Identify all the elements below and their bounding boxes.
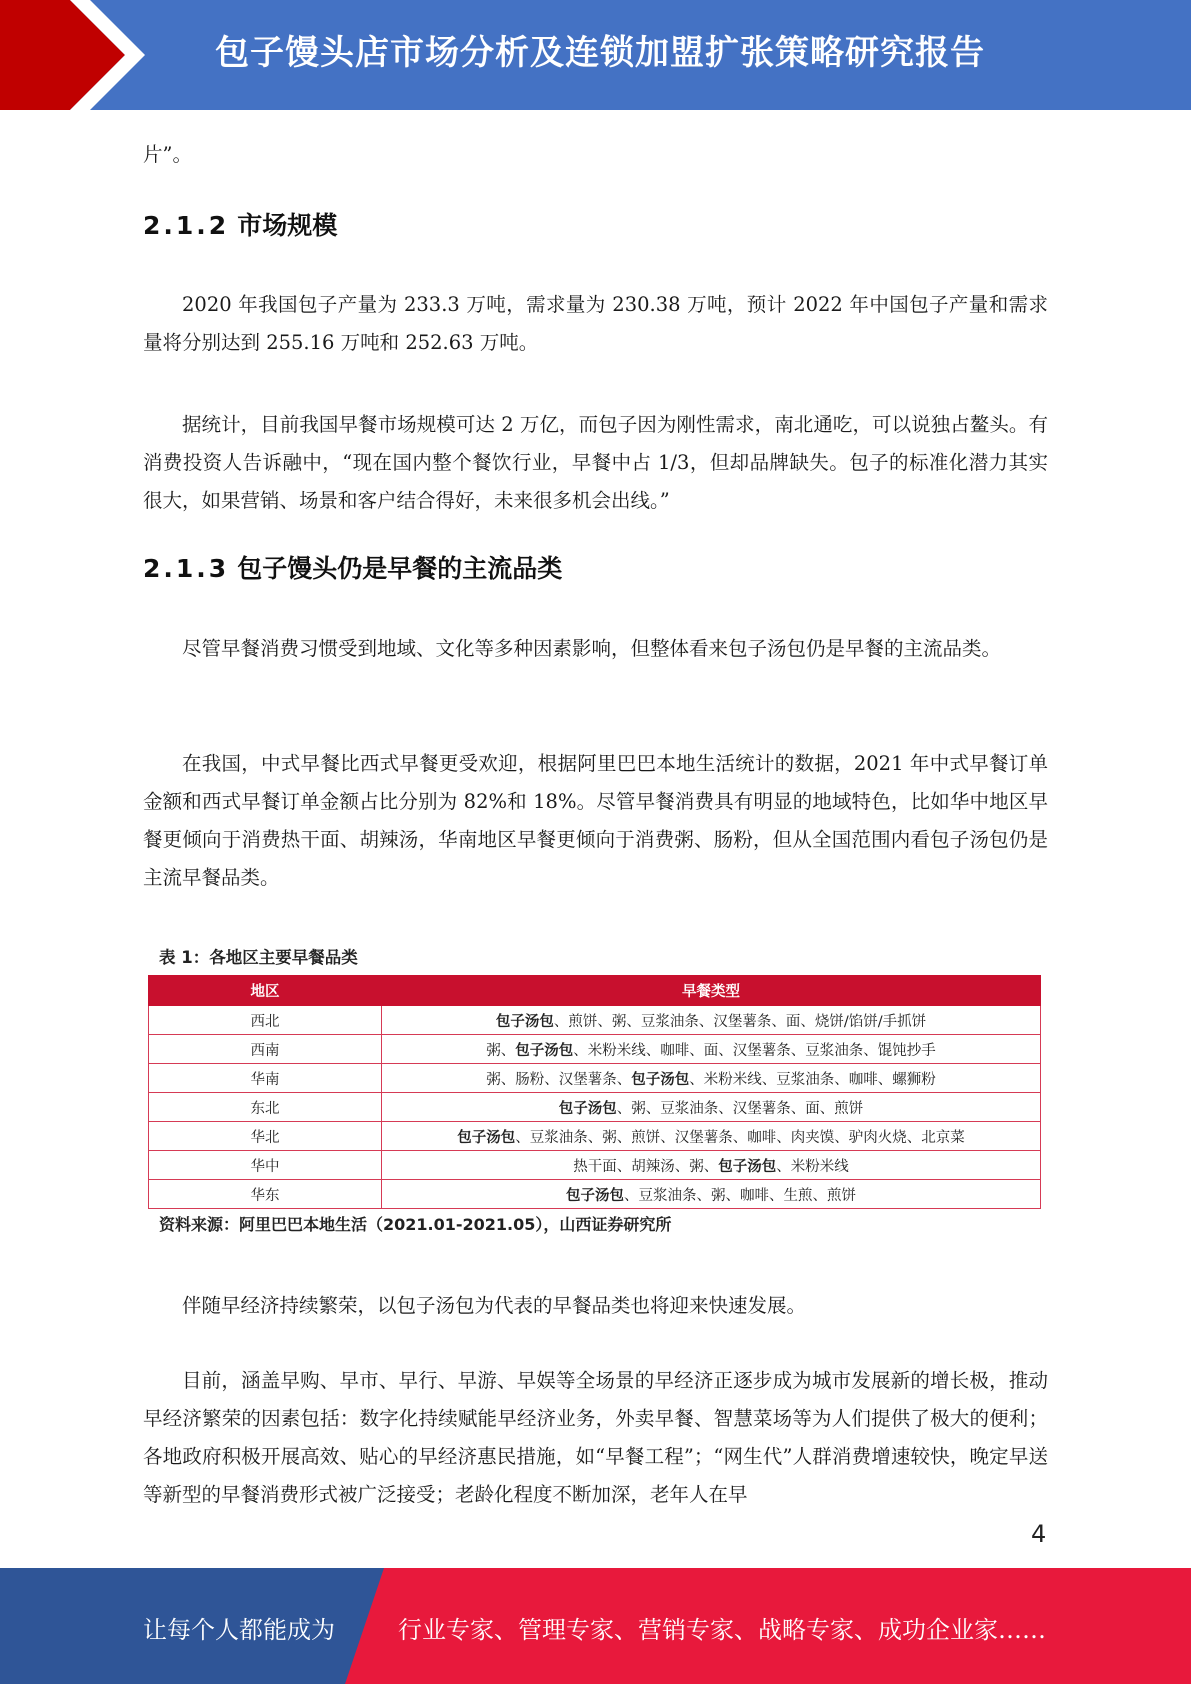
types-suffix: 、米粉米线、咖啡、面、汉堡薯条、豆浆油条、馄饨抄手: [573, 1042, 936, 1059]
breakfast-types-cell: [382, 1064, 1041, 1093]
breakfast-types-cell: [382, 1151, 1041, 1180]
footer-slogan-right: 行业专家、管理专家、营销专家、战略专家、成功企业家……: [398, 1616, 1046, 1644]
paragraph-morning-economy-factors: 目前，涵盖早购、早市、早行、早游、早娱等全场景的早经济正逐步成为城市发展新的增长极，推动早经济繁荣的因素包括：数字化持续赋能早经济业务，外卖早餐、智慧菜场等为人们提供了极大的便利；各地政府积极开展高效、贴心的早经济惠民措施，如“早餐工程”；“网生代”人群消费增速较快，晚定早送等新型的早餐消费形式被广泛接受；老龄化程度不断加深，老年人在早: [143, 1369, 1048, 1506]
section-title: 包子馒头仍是早餐的主流品类: [237, 554, 563, 583]
highlight-baozi: 包子汤包: [495, 1013, 554, 1030]
region-cell: 东北: [149, 1093, 382, 1122]
highlight-baozi: 包子汤包: [457, 1129, 516, 1146]
highlight-baozi: 包子汤包: [631, 1071, 690, 1088]
table-row: [149, 1064, 1041, 1093]
section-number: 2.1.2: [143, 211, 230, 240]
breakfast-types-cell: [382, 1006, 1041, 1035]
table-row: [149, 1006, 1041, 1035]
page-header: [0, 0, 1191, 110]
breakfast-types-cell: [382, 1180, 1041, 1209]
table-header-row: [149, 976, 1041, 1006]
types-suffix: 、煎饼、粥、豆浆油条、汉堡薯条、面、烧饼/馅饼/手抓饼: [553, 1013, 927, 1030]
types-suffix: 、粥、豆浆油条、汉堡薯条、面、煎饼: [616, 1100, 864, 1117]
types-suffix: 、豆浆油条、粥、煎饼、汉堡薯条、咖啡、肉夹馍、驴肉火烧、北京菜: [515, 1129, 965, 1146]
types-suffix: 、米粉米线、豆浆油条、咖啡、螺狮粉: [689, 1071, 936, 1088]
paragraph-morning-economy: 伴随早经济持续繁荣，以包子汤包为代表的早餐品类也将迎来快速发展。: [182, 1294, 807, 1317]
highlight-baozi: 包子汤包: [515, 1042, 574, 1059]
region-cell: 华东: [149, 1180, 382, 1209]
types-prefix: 粥、肠粉、汉堡薯条、: [486, 1071, 632, 1088]
table-row: [149, 1180, 1041, 1209]
region-cell: 西南: [149, 1035, 382, 1064]
highlight-baozi: 包子汤包: [566, 1187, 624, 1204]
types-suffix: 、豆浆油条、粥、咖啡、生煎、煎饼: [624, 1187, 856, 1204]
paragraph-market-size: 2020 年我国包子产量为 233.3 万吨，需求量为 230.38 万吨，预计 2022 年中国包子产量和需求量将分别达到 255.16 万吨和 252.63 万吨。: [143, 293, 1048, 354]
table-source: 资料来源：阿里巴巴本地生活（2021.01-2021.05），山西证券研究所: [159, 1215, 672, 1234]
breakfast-types-cell: [382, 1035, 1041, 1064]
paragraph-mainstream-category: 尽管早餐消费习惯受到地域、文化等多种因素影响，但整体看来包子汤包仍是早餐的主流品类。: [182, 637, 1002, 660]
header-arrow-decoration: [0, 0, 160, 110]
region-cell: 华中: [149, 1151, 382, 1180]
page-footer: [0, 1568, 1191, 1684]
table-row: [149, 1035, 1041, 1064]
types-prefix: 粥、: [486, 1042, 516, 1059]
paragraph-continuation: 片”。: [143, 143, 192, 166]
table-row: [149, 1093, 1041, 1122]
types-prefix: 热干面、胡辣汤、粥、: [573, 1158, 719, 1175]
section-number: 2.1.3: [143, 554, 230, 583]
paragraph-breakfast-market: 据统计，目前我国早餐市场规模可达 2 万亿，而包子因为刚性需求，南北通吃，可以说独占鳌头。有消费投资人告诉融中，“现在国内整个餐饮行业，早餐中占 1/3，但却品牌缺失。包子的标准化潜力其实很大，如果营销、场景和客户结合得好，未来很多机会出线。”: [143, 413, 1048, 512]
table-row: [149, 1122, 1041, 1151]
region-cell: 西北: [149, 1006, 382, 1035]
footer-slogan-left: 让每个人都能成为: [143, 1616, 335, 1644]
region-cell: 华南: [149, 1064, 382, 1093]
breakfast-types-cell: [382, 1122, 1041, 1151]
column-header-type: 早餐类型: [382, 976, 1041, 1006]
column-header-region: 地区: [149, 976, 382, 1006]
section-heading-2-1-3: [143, 551, 562, 587]
page-number: 4: [1031, 1520, 1047, 1548]
types-suffix: 、米粉米线: [776, 1158, 849, 1175]
section-title: 市场规模: [237, 211, 338, 240]
table-caption: 表 1：各地区主要早餐品类: [159, 948, 358, 967]
section-heading-2-1-2: [143, 208, 337, 244]
highlight-baozi: 包子汤包: [718, 1158, 777, 1175]
table-row: [149, 1151, 1041, 1180]
breakfast-types-cell: [382, 1093, 1041, 1122]
breakfast-category-table: [148, 975, 1041, 1209]
region-cell: 华北: [149, 1122, 382, 1151]
report-title: 包子馒头店市场分析及连锁加盟扩张策略研究报告: [215, 33, 985, 73]
paragraph-chinese-breakfast: 在我国，中式早餐比西式早餐更受欢迎，根据阿里巴巴本地生活统计的数据，2021 年中式早餐订单金额和西式早餐订单金额占比分别为 82%和 18%。尽管早餐消费具有明显的地域特色，比如华中地区早餐更倾向于消费热干面、胡辣汤，华南地区早餐更倾向于消费粥、肠粉，但从全国范围内看包子汤包仍是主流早餐品类。: [143, 752, 1048, 889]
highlight-baozi: 包子汤包: [558, 1100, 617, 1117]
